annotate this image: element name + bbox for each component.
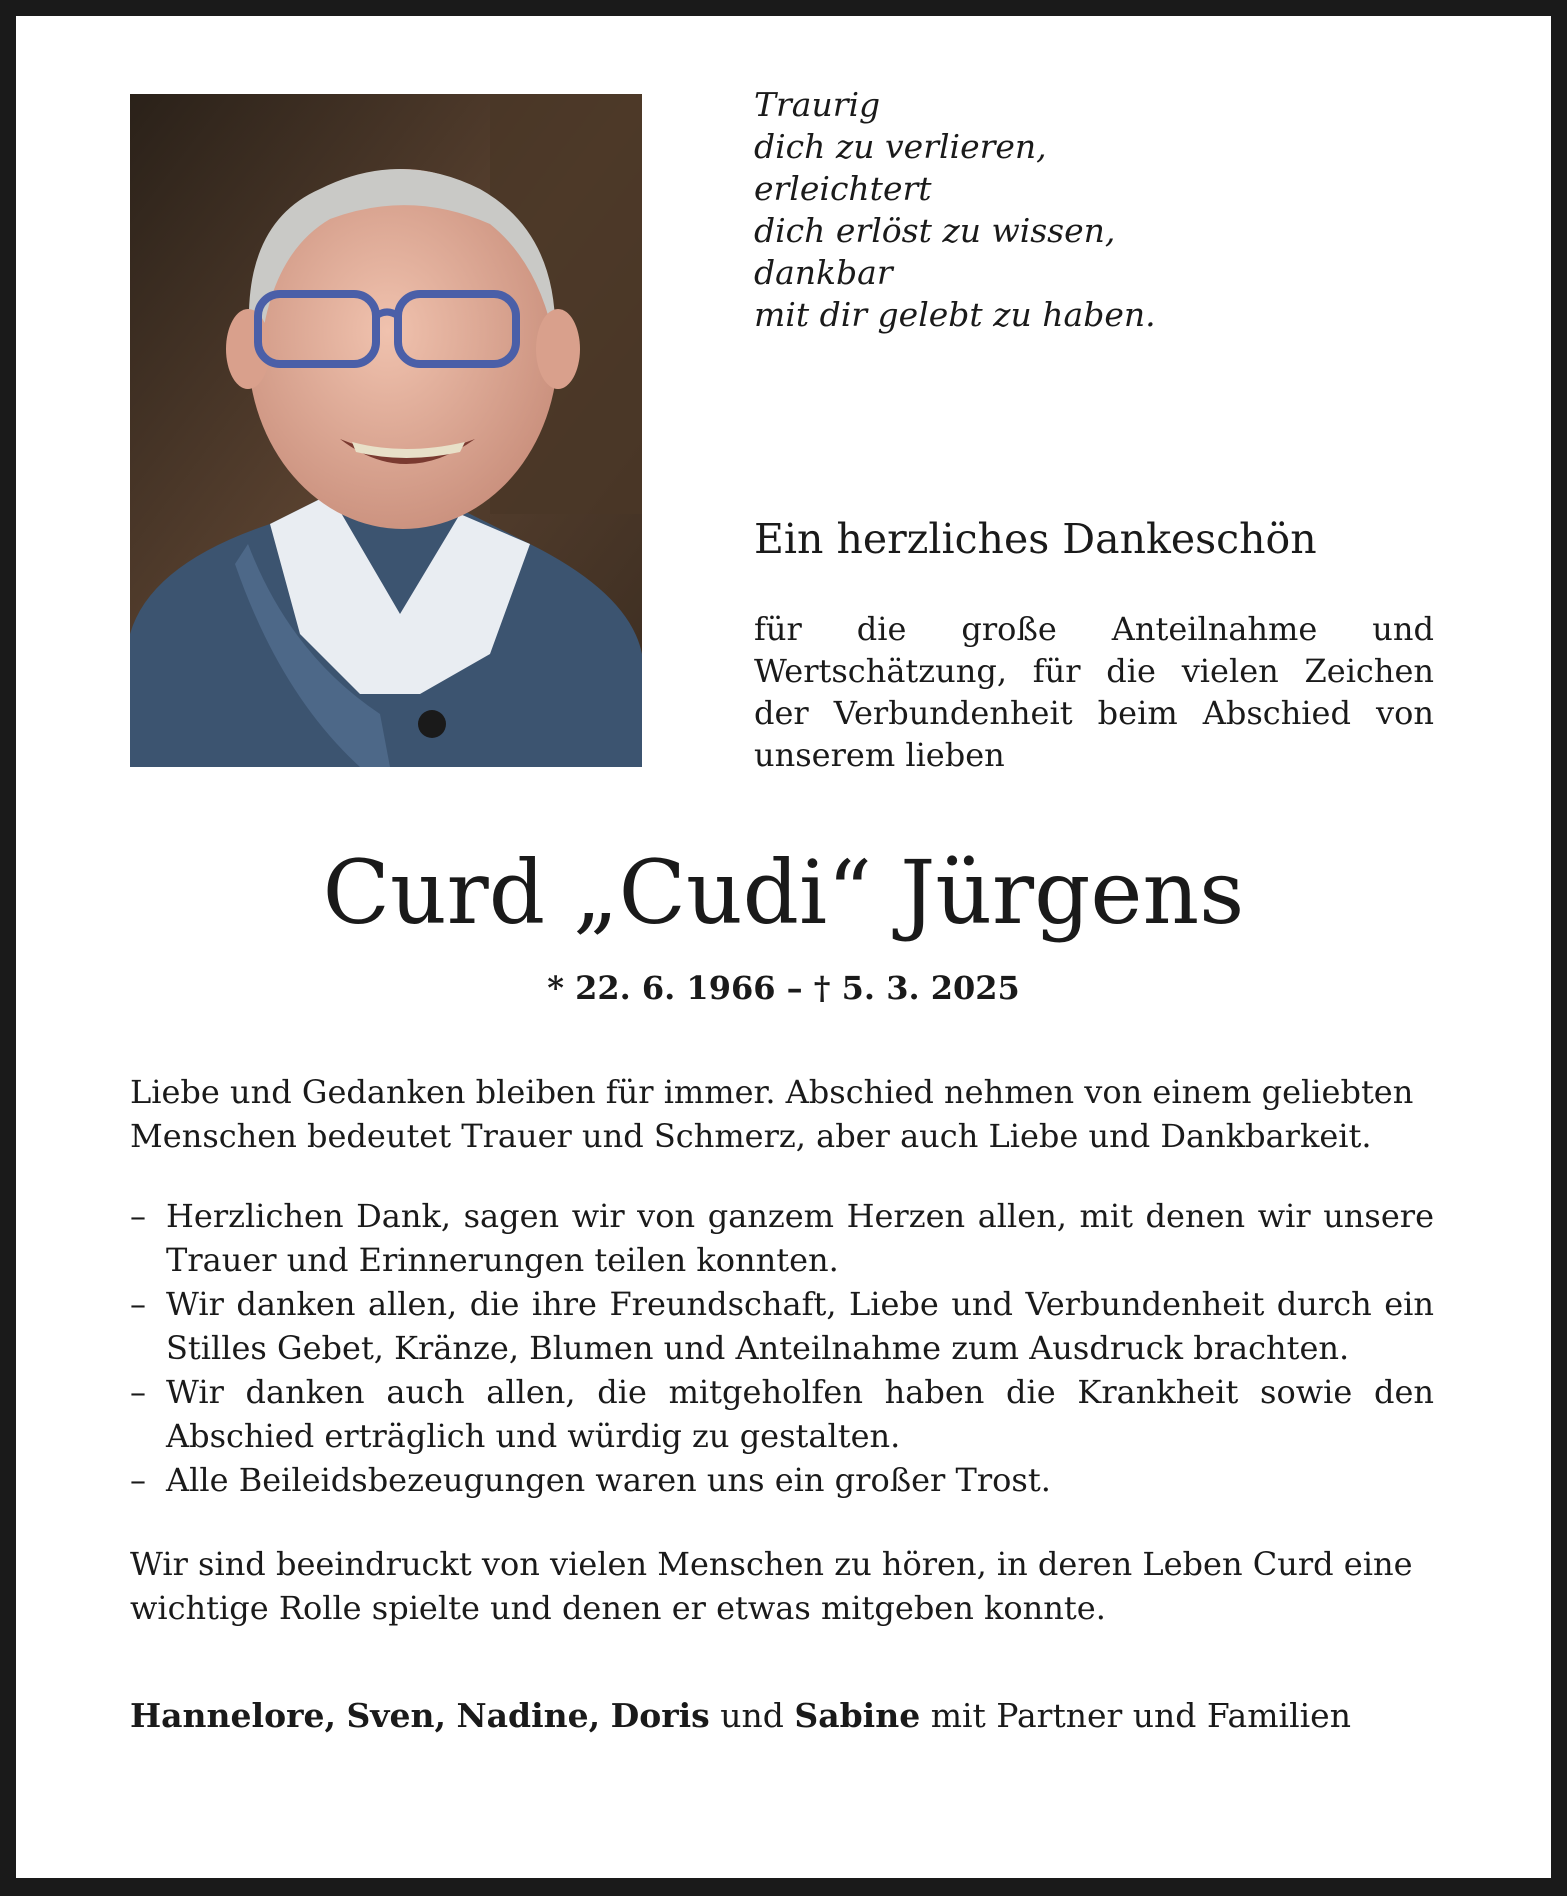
thanks-heading: Ein herzliches Dankeschön [754, 515, 1317, 563]
list-item: – Alle Beileidsbezeugungen waren uns ein großer Trost. [130, 1458, 1434, 1502]
signatory-name: Nadine, [456, 1696, 601, 1735]
signatory-name: Sven, [346, 1696, 446, 1735]
poem-line: mit dir gelebt zu haben. [754, 295, 1156, 334]
poem-line: erleichtert [754, 169, 932, 208]
portrait-photo [130, 94, 642, 767]
list-item: – Wir danken auch allen, die mitgeholfen haben die Krankheit sowie den Abschied erträglich und würdig zu gestalten. [130, 1370, 1434, 1458]
portrait-illustration [130, 94, 642, 767]
closing-paragraph: Wir sind beeindruckt von vielen Menschen zu hören, in deren Leben Curd eine wichtige Rolle spielte und denen er etwas mitgeben konnte. [130, 1545, 1413, 1627]
signature [130, 1694, 1434, 1738]
poem-line: dich erlöst zu wissen, [754, 211, 1116, 250]
poem-line: dich zu verlieren, [754, 127, 1047, 166]
life-dates: * 22. 6. 1966 – † 5. 3. 2025 [547, 969, 1020, 1007]
poem-line: Traurig [754, 85, 881, 124]
poem [754, 84, 1156, 336]
signature-suffix: mit Partner und Familien [930, 1696, 1351, 1735]
list-item: – Herzlichen Dank, sagen wir von ganzem Herzen allen, mit denen wir unsere Trauer und Erinnerungen teilen konnten. [130, 1194, 1434, 1282]
signatory-name: Sabine [794, 1696, 921, 1735]
obituary-notice [16, 16, 1551, 1878]
list-item: – Wir danken allen, die ihre Freundschaft, Liebe und Verbundenheit durch ein Stilles Gebet, Kränze, Blumen und Anteilnahme zum Ausdruck brachten. [130, 1282, 1434, 1370]
signatory-name: Doris [610, 1696, 710, 1735]
thanks-text: für die große Anteilnahme und Wertschätzung, für die vielen Zeichen der Verbundenheit beim Abschied von unserem lieben [754, 610, 1434, 774]
poem-line: dankbar [754, 253, 893, 292]
intro-paragraph: Liebe und Gedanken bleiben für immer. Abschied nehmen von einem geliebten Menschen bedeutet Trauer und Schmerz, aber auch Liebe und Dankbarkeit. [130, 1073, 1414, 1155]
signatory-name: Hannelore, [130, 1696, 336, 1735]
thanks-list [130, 1194, 1434, 1502]
deceased-name: Curd „Cudi“ Jürgens [322, 841, 1245, 944]
signature-conjunction: und [720, 1696, 784, 1735]
